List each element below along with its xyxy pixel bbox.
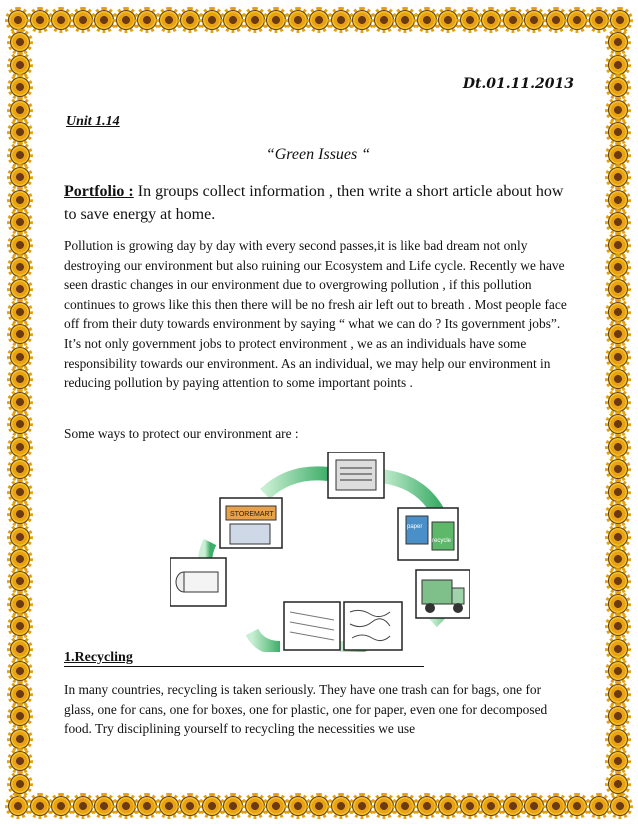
sunflower-icon: [51, 796, 71, 816]
sunflower-icon: [374, 10, 394, 30]
sunflower-icon: [180, 796, 200, 816]
sunflower-icon: [524, 10, 544, 30]
sunflower-icon: [10, 527, 30, 547]
cycle-arrow: [252, 632, 280, 648]
sunflower-icon: [10, 167, 30, 187]
sunflower-icon: [10, 751, 30, 771]
sunflower-icon: [608, 482, 628, 502]
sunflower-icon: [266, 796, 286, 816]
sunflower-icon: [546, 10, 566, 30]
document-date: Dt.01.11.2013: [462, 76, 574, 92]
sunflower-icon: [159, 796, 179, 816]
paper-bin-label: paper: [407, 524, 423, 530]
sunflower-icon: [10, 145, 30, 165]
sunflower-icon: [116, 10, 136, 30]
sunflower-icon: [503, 796, 523, 816]
sunflower-icon: [266, 10, 286, 30]
page-title: “Green Issues “: [265, 146, 371, 163]
sunflower-icon: [10, 639, 30, 659]
sunflower-icon: [10, 369, 30, 389]
sunflower-icon: [10, 190, 30, 210]
store-sign-label: STOREMART: [230, 511, 274, 518]
sunflower-icon: [608, 235, 628, 255]
sunflower-icon: [137, 796, 157, 816]
sunflower-icon: [395, 10, 415, 30]
sunflower-icon: [567, 796, 587, 816]
store-icon: [220, 498, 282, 548]
sunflower-icon: [438, 10, 458, 30]
ways-intro: Some ways to protect our environment are :: [64, 426, 299, 441]
sunflower-icon: [331, 10, 351, 30]
sunflower-icon: [73, 796, 93, 816]
sunflower-icon: [223, 796, 243, 816]
sunflower-icon: [159, 10, 179, 30]
recycle-bins-icon: [398, 508, 458, 560]
newspaper-icon: [328, 452, 384, 498]
sunflower-icon: [460, 796, 480, 816]
sunflower-icon: [10, 212, 30, 232]
sunflower-icon: [438, 796, 458, 816]
sunflower-icon: [352, 10, 372, 30]
sunflower-icon: [589, 796, 609, 816]
sunflower-icon: [481, 796, 501, 816]
sunflower-icon: [94, 10, 114, 30]
sunflower-icon: [608, 122, 628, 142]
sunflower-icon: [245, 10, 265, 30]
sunflower-icon: [608, 212, 628, 232]
sunflower-icon: [309, 796, 329, 816]
sunflower-icon: [116, 796, 136, 816]
recycling-truck-icon: [416, 570, 470, 618]
sunflower-icon: [10, 594, 30, 614]
sunflower-icon: [608, 437, 628, 457]
sunflower-icon: [202, 10, 222, 30]
recycle-bin-label: recycle: [432, 538, 452, 544]
sunflower-icon: [417, 796, 437, 816]
sunflower-icon: [608, 55, 628, 75]
sunflower-icon: [10, 504, 30, 524]
sunflower-icon: [374, 796, 394, 816]
responsibility-text: It’s not only government jobs to protect environment , we as an individuals have some responsibility towards our environment. As an individual, we may help our environment in reducing pollution by paying attention to some important points .: [64, 335, 551, 391]
sunflower-icon: [10, 257, 30, 277]
sunflower-icon: [608, 729, 628, 749]
sunflower-icon: [137, 10, 157, 30]
sunflower-icon: [608, 347, 628, 367]
sunflower-icon: [608, 571, 628, 591]
sunflower-icon: [589, 10, 609, 30]
sunflower-icon: [10, 279, 30, 299]
sunflower-icon: [51, 10, 71, 30]
portfolio-label: Portfolio :: [64, 183, 134, 200]
sunflower-icon: [223, 10, 243, 30]
sunflower-icon: [10, 571, 30, 591]
portfolio-text: In groups collect information , then write a short article about how to save energy at home.: [64, 183, 564, 223]
sunflower-icon: [73, 10, 93, 30]
sunflower-icon: [608, 77, 628, 97]
sunflower-icon: [10, 100, 30, 120]
sunflower-icon: [395, 796, 415, 816]
sunflower-icon: [30, 10, 50, 30]
paper-sheets-icon: [284, 602, 340, 650]
sunflower-icon: [608, 504, 628, 524]
sunflower-icon: [10, 324, 30, 344]
sunflower-icon: [10, 616, 30, 636]
sunflower-icon: [30, 796, 50, 816]
sunflower-icon: [608, 684, 628, 704]
pulp-fibers-icon: [344, 602, 402, 650]
sunflower-icon: [608, 32, 628, 52]
sunflower-icon: [608, 145, 628, 165]
sunflower-icon: [309, 10, 329, 30]
sunflower-icon: [8, 10, 28, 30]
sunflower-icon: [10, 729, 30, 749]
sunflower-icon: [10, 549, 30, 569]
sunflower-icon: [10, 55, 30, 75]
sunflower-icon: [608, 257, 628, 277]
sunflower-icon: [331, 796, 351, 816]
sunflower-icon: [608, 661, 628, 681]
sunflower-icon: [608, 706, 628, 726]
recycling-paragraph: In many countries, recycling is taken seriously. They have one trash can for bags, one for glass, one for cans, one for boxes, one for plastic, one for paper, even one for decomposed food. Try disciplining yourself to recycling the necessities we use: [64, 682, 548, 737]
portfolio-instruction: [64, 180, 574, 226]
sunflower-icon: [10, 235, 30, 255]
sunflower-icon: [608, 279, 628, 299]
recycling-cycle-diagram: [170, 452, 470, 652]
sunflower-icon: [608, 190, 628, 210]
sunflower-icon: [10, 437, 30, 457]
sunflower-icon: [608, 392, 628, 412]
recycling-heading: 1.Recycling: [64, 650, 424, 667]
sunflower-icon: [567, 10, 587, 30]
cycle-arrow: [380, 476, 438, 512]
sunflower-icon: [608, 369, 628, 389]
sunflower-icon: [10, 122, 30, 142]
sunflower-icon: [546, 796, 566, 816]
sunflower-icon: [608, 414, 628, 434]
sunflower-icon: [10, 684, 30, 704]
sunflower-icon: [10, 77, 30, 97]
sunflower-icon: [481, 10, 501, 30]
intro-paragraph: [64, 236, 574, 393]
sunflower-icon: [10, 774, 30, 794]
sunflower-icon: [10, 459, 30, 479]
sunflower-icon: [608, 639, 628, 659]
sunflower-icon: [524, 796, 544, 816]
sunflower-icon: [608, 594, 628, 614]
sunflower-icon: [10, 392, 30, 412]
sunflower-icon: [610, 796, 630, 816]
sunflower-icon: [10, 302, 30, 322]
sunflower-icon: [608, 774, 628, 794]
sunflower-icon: [288, 10, 308, 30]
paper-roll-icon: [170, 558, 226, 606]
sunflower-icon: [608, 751, 628, 771]
sunflower-icon: [180, 10, 200, 30]
sunflower-icon: [503, 10, 523, 30]
sunflower-icon: [417, 10, 437, 30]
sunflower-icon: [608, 527, 628, 547]
cycle-arrow: [265, 473, 328, 494]
sunflower-icon: [608, 459, 628, 479]
sunflower-icon: [10, 32, 30, 52]
sunflower-icon: [10, 482, 30, 502]
sunflower-icon: [8, 796, 28, 816]
sunflower-icon: [10, 414, 30, 434]
unit-label: Unit 1.14: [66, 114, 120, 129]
sunflower-icon: [608, 100, 628, 120]
sunflower-icon: [608, 616, 628, 636]
sunflower-icon: [10, 661, 30, 681]
sunflower-icon: [94, 796, 114, 816]
sunflower-icon: [288, 796, 308, 816]
intro-text: Pollution is growing day by day with every second passes,it is like bad dream not only destroying our environment but also ruining our Ecosystem and Life cycle. Recently we have seen drastic changes in our environment due to overgrowing pollution , if this pollution continues to grows like this then there will be no fresh air left out to breath . Most people face off from their duty towards environment by saying “ what we can do ? Its government jobs”.: [64, 238, 567, 332]
sunflower-icon: [352, 796, 372, 816]
sunflower-icon: [10, 706, 30, 726]
sunflower-icon: [610, 10, 630, 30]
sunflower-icon: [202, 796, 222, 816]
sunflower-icon: [608, 302, 628, 322]
sunflower-icon: [460, 10, 480, 30]
sunflower-icon: [608, 167, 628, 187]
sunflower-icon: [608, 324, 628, 344]
sunflower-icon: [245, 796, 265, 816]
sunflower-icon: [10, 347, 30, 367]
sunflower-icon: [608, 549, 628, 569]
